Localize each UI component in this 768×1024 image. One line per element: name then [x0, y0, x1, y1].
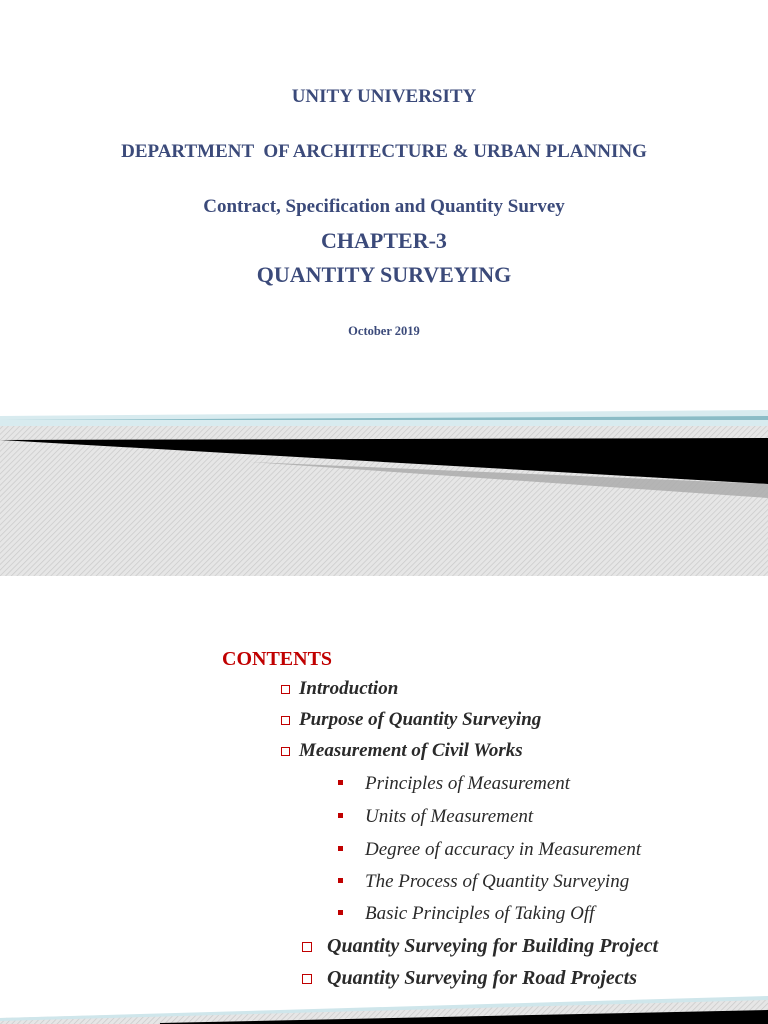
filled-square-bullet-icon [338, 813, 343, 818]
contents-slide [0, 576, 768, 1024]
list-item-label: Introduction [299, 678, 399, 699]
square-bullet-icon [281, 685, 290, 694]
contents-heading: CONTENTS [222, 648, 333, 670]
chapter-number: CHAPTER-3 [321, 228, 447, 253]
list-item-label: Quantity Surveying for Building Project [327, 935, 659, 957]
course-title: Contract, Specification and Quantity Survey [203, 196, 565, 217]
filled-square-bullet-icon [338, 910, 343, 915]
square-bullet-icon [281, 716, 290, 725]
sub-list-item [338, 871, 629, 893]
list-item-label: Quantity Surveying for Road Projects [327, 967, 638, 989]
sub-list-item-label: Degree of accuracy in Measurement [365, 839, 642, 860]
sub-list-item-label: Units of Measurement [365, 806, 534, 827]
list-item-label: Purpose of Quantity Surveying [299, 709, 542, 730]
list-item [302, 967, 637, 990]
square-bullet-icon [302, 974, 312, 984]
sub-list-item [338, 773, 570, 795]
sub-list-item-label: The Process of Quantity Surveying [365, 871, 630, 892]
sub-list-item [338, 839, 641, 861]
bottom-decorative-band [0, 990, 768, 1024]
list-item [281, 740, 523, 762]
filled-square-bullet-icon [338, 878, 343, 883]
filled-square-bullet-icon [338, 846, 343, 851]
university-name: UNITY UNIVERSITY [291, 86, 477, 107]
department-name: DEPARTMENT OF ARCHITECTURE & URBAN PLANNING [121, 141, 647, 162]
list-item-label: Measurement of Civil Works [299, 740, 523, 761]
sub-list-item-label: Basic Principles of Taking Off [365, 903, 595, 924]
sub-list-item [338, 903, 594, 925]
sub-list-item [338, 806, 533, 828]
hatched-band [0, 414, 768, 576]
list-item [281, 678, 398, 700]
sub-list-item-label: Principles of Measurement [365, 773, 571, 794]
square-bullet-icon [302, 942, 312, 952]
list-item [281, 709, 541, 731]
square-bullet-icon [281, 747, 290, 756]
presentation-date: October 2019 [348, 324, 420, 338]
list-item [302, 935, 658, 958]
chapter-title: QUANTITY SURVEYING [256, 262, 512, 287]
decorative-band [0, 400, 768, 576]
filled-square-bullet-icon [338, 780, 343, 785]
